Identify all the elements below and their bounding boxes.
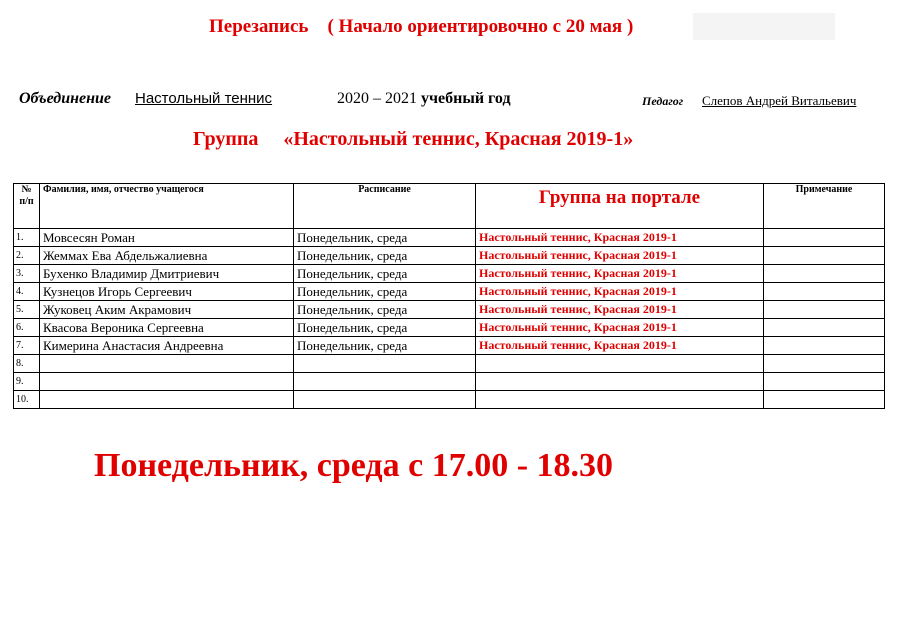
roster-table (13, 183, 885, 409)
row-portal-cell: Настольный теннис, Красная 2019-1 (476, 301, 764, 319)
table-row (14, 319, 885, 337)
row-num-cell: 4. (14, 283, 40, 301)
table-row (14, 373, 885, 391)
row-schedule-cell: Понедельник, среда (294, 229, 476, 247)
teacher-label: Педагог (642, 94, 684, 108)
group-heading: Группа «Настольный теннис, Красная 2019-1» (193, 128, 634, 150)
year-range: 2020 – 2021 (337, 90, 417, 107)
row-portal-cell: Настольный теннис, Красная 2019-1 (476, 337, 764, 355)
row-portal-cell: Настольный теннис, Красная 2019-1 (476, 319, 764, 337)
row-num-cell: 5. (14, 301, 40, 319)
row-note-cell (764, 265, 885, 283)
row-name-cell (40, 373, 294, 391)
row-schedule-cell (294, 373, 476, 391)
row-note-cell (764, 391, 885, 409)
row-schedule-cell (294, 391, 476, 409)
row-name-cell (40, 355, 294, 373)
row-portal-cell: Настольный теннис, Красная 2019-1 (476, 229, 764, 247)
row-num-cell: 3. (14, 265, 40, 283)
table-row (14, 247, 885, 265)
table-row (14, 337, 885, 355)
header-name: Фамилия, имя, отчество учащегося (40, 184, 294, 229)
row-num-cell: 7. (14, 337, 40, 355)
row-portal-cell: Настольный теннис, Красная 2019-1 (476, 247, 764, 265)
table-row (14, 265, 885, 283)
row-num-cell: 6. (14, 319, 40, 337)
table-row (14, 229, 885, 247)
row-name-cell: Кимерина Анастасия Андреевна (40, 337, 294, 355)
row-note-cell (764, 229, 885, 247)
row-schedule-cell: Понедельник, среда (294, 283, 476, 301)
table-row (14, 355, 885, 373)
header-note: Примечание (764, 184, 885, 229)
schedule-banner: Понедельник, среда с 17.00 - 18.30 (94, 447, 614, 484)
association-value: Настольный теннис (135, 90, 273, 107)
row-note-cell (764, 283, 885, 301)
meta-row (19, 90, 881, 112)
row-num-cell: 9. (14, 373, 40, 391)
row-note-cell (764, 337, 885, 355)
row-num-cell: 1. (14, 229, 40, 247)
row-note-cell (764, 373, 885, 391)
row-portal-cell (476, 391, 764, 409)
row-name-cell (40, 391, 294, 409)
row-name-cell: Квасова Вероника Сергеевна (40, 319, 294, 337)
row-schedule-cell: Понедельник, среда (294, 319, 476, 337)
row-note-cell (764, 247, 885, 265)
year-suffix: учебный год (421, 90, 511, 107)
row-portal-cell (476, 373, 764, 391)
row-schedule-cell: Понедельник, среда (294, 247, 476, 265)
row-num-cell: 2. (14, 247, 40, 265)
row-schedule-cell (294, 355, 476, 373)
row-portal-cell (476, 355, 764, 373)
row-schedule-cell: Понедельник, среда (294, 265, 476, 283)
row-name-cell: Жуковец Аким Акрамович (40, 301, 294, 319)
table-row (14, 283, 885, 301)
row-note-cell (764, 319, 885, 337)
row-num-cell: 10. (14, 391, 40, 409)
academic-year (337, 90, 511, 108)
header-portal: Группа на портале (476, 184, 764, 229)
row-portal-cell: Настольный теннис, Красная 2019-1 (476, 265, 764, 283)
row-name-cell: Мовсесян Роман (40, 229, 294, 247)
row-portal-cell: Настольный теннис, Красная 2019-1 (476, 283, 764, 301)
row-note-cell (764, 301, 885, 319)
header-num: № п/п (14, 184, 40, 229)
row-name-cell: Бухенко Владимир Дмитриевич (40, 265, 294, 283)
table-row (14, 301, 885, 319)
row-name-cell: Жеммах Ева Абдельжалиевна (40, 247, 294, 265)
row-name-cell: Кузнецов Игорь Сергеевич (40, 283, 294, 301)
row-schedule-cell: Понедельник, среда (294, 337, 476, 355)
association-label: Объединение (19, 90, 111, 107)
row-schedule-cell: Понедельник, среда (294, 301, 476, 319)
table-row (14, 391, 885, 409)
teacher-value: Слепов Андрей Витальевич (702, 93, 857, 108)
row-num-cell: 8. (14, 355, 40, 373)
header-schedule: Расписание (294, 184, 476, 229)
row-note-cell (764, 355, 885, 373)
table-header-row (14, 184, 885, 229)
page-title: Перезапись ( Начало ориентировочно с 20 мая ) (209, 16, 634, 37)
title-shade-box (693, 13, 835, 40)
